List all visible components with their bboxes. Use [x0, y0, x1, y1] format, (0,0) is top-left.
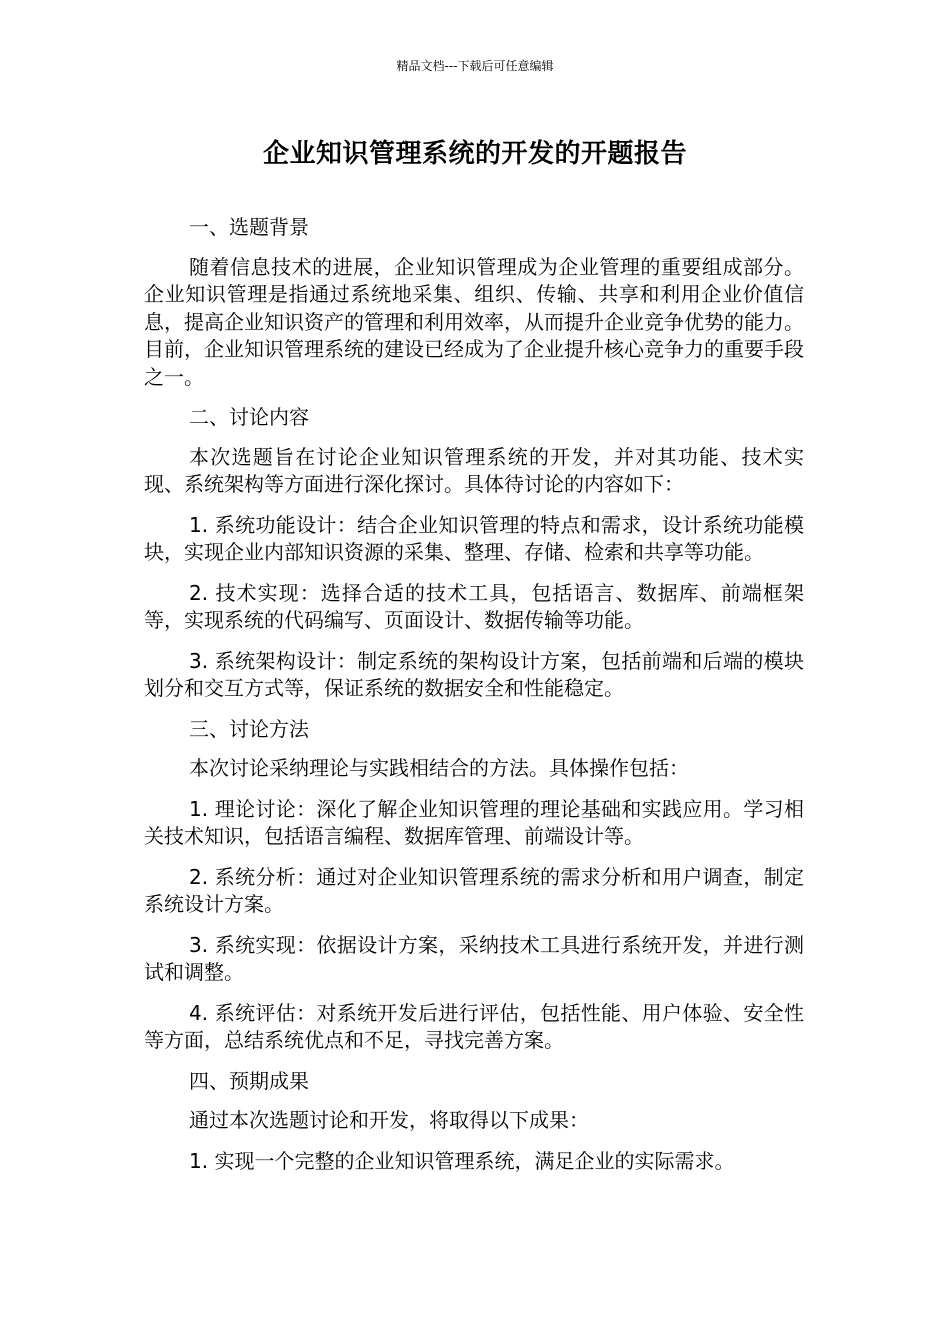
section-heading: 四、预期成果	[189, 1068, 309, 1093]
paragraph: 本次讨论采纳理论与实践相结合的方法。具体操作包括：	[189, 756, 689, 780]
list-item: 1. 实现一个完整的企业知识管理系统，满足企业的实际需求。	[189, 1148, 735, 1173]
list-item: 3. 系统实现：依据设计方案，采纳技术工具进行系统开发，并进行测试和调整。	[144, 932, 804, 984]
list-item: 4. 系统评估：对系统开发后进行评估，包括性能、用户体验、安全性等方面，总结系统优点和不足，寻找完善方案。	[144, 1000, 804, 1052]
paragraph: 通过本次选题讨论和开发，将取得以下成果：	[189, 1108, 589, 1132]
document-body	[144, 214, 804, 1188]
paragraph: 随着信息技术的进展，企业知识管理成为企业管理的重要组成部分。企业知识管理是指通过系统地采集、组织、传输、共享和利用企业价值信息，提高企业知识资产的管理和利用效率，从而提升企业竞争优势的能力。目前，企业知识管理系统的建设已经成为了企业提升核心竞争力的重要手段之一。	[144, 254, 804, 389]
section-heading: 二、讨论内容	[189, 405, 309, 429]
paragraph: 本次选题旨在讨论企业知识管理系统的开发，并对其功能、技术实现、系统架构等方面进行深化探讨。具体待讨论的内容如下：	[144, 444, 804, 496]
list-item: 1. 系统功能设计：结合企业知识管理的特点和需求，设计系统功能模块，实现企业内部知识资源的采集、整理、存储、检索和共享等功能。	[144, 512, 804, 564]
list-item: 2. 系统分析：通过对企业知识管理系统的需求分析和用户调查，制定系统设计方案。	[144, 864, 804, 916]
section-heading: 三、讨论方法	[189, 716, 309, 741]
section-heading: 一、选题背景	[189, 215, 309, 239]
list-item: 2. 技术实现：选择合适的技术工具，包括语言、数据库、前端框架等，实现系统的代码编写、页面设计、数据传输等功能。	[144, 580, 804, 632]
list-item: 3. 系统架构设计：制定系统的架构设计方案，包括前端和后端的模块划分和交互方式等，保证系统的数据安全和性能稳定。	[144, 648, 804, 700]
list-item: 1. 理论讨论：深化了解企业知识管理的理论基础和实践应用。学习相关技术知识，包括语言编程、数据库管理、前端设计等。	[144, 796, 804, 848]
page-header: 精品文档---下载后可任意编辑	[396, 59, 554, 73]
document-title: 企业知识管理系统的开发的开题报告	[262, 139, 687, 169]
